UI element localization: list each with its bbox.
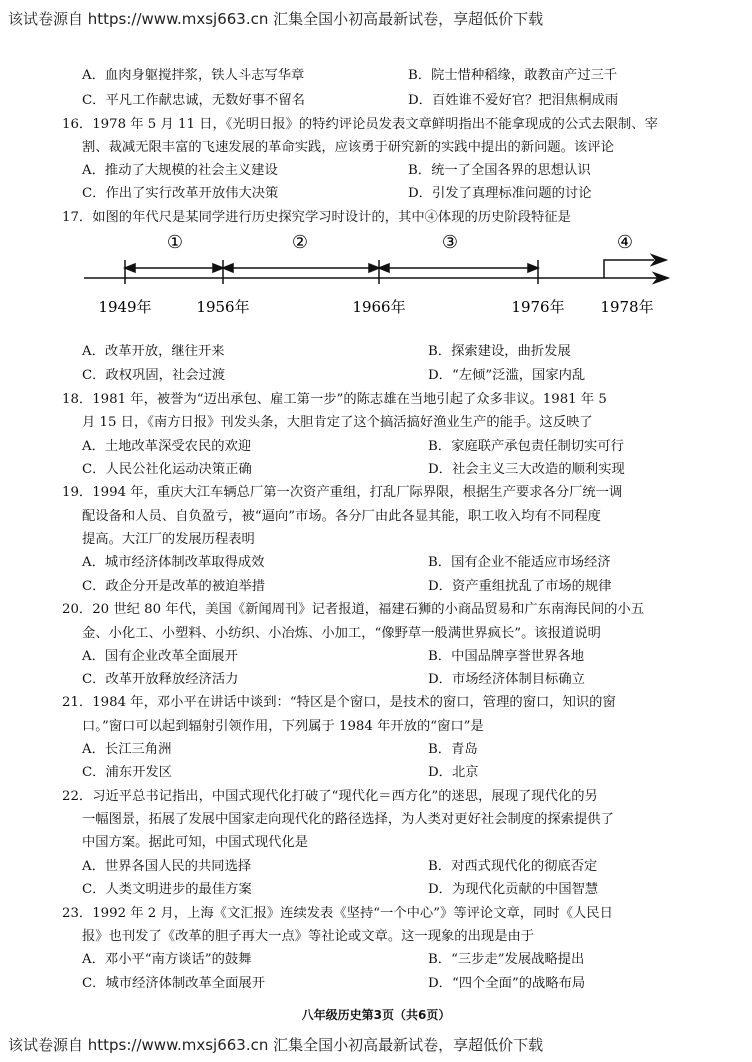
q19-option-c: C．政企分开是改革的被迫举措 [82,579,266,594]
q21-option-d: D．北京 [428,765,479,780]
source-header: 该试卷源自 https://www.mxsj663.cn 汇集全国小初高最新试卷，享超低价下载 [8,10,544,28]
page-number: 八年级历史第3页（共6页） [301,1008,451,1022]
q23-option-d: D．“四个全面”的战略布局 [428,976,586,991]
q21-stem-line2: 口。”窗口可以起到辐射引领作用，下列属于 1984 年开放的“窗口”是 [82,719,484,734]
q15-option-d: D．百姓谁不爱好官？把泪焦桐成雨 [408,93,619,108]
q22-stem-line2: 一幅图景，拓展了发展中国家走向现代化的路径选择，为人类对更好社会制度的探索提供了 [82,812,614,827]
q19-stem-line2: 配设备和人员、自负盈亏，被“逼向”市场。各分厂由此各显其能，职工收入均有不同程度 [82,509,601,524]
q22-stem-line3: 中国方案。据此可知，中国式现代化是 [82,835,309,850]
q16-stem-line1: 16．1978 年 5 月 11 日，《光明日报》的特约评论员发表文章鲜明指出不能拿现成的公式去限制、宰 [62,117,658,132]
q22-stem-line1: 22．习近平总书记指出，中国式现代化打破了“现代化＝西方化”的迷思，展现了现代化的另 [62,789,598,804]
q16-option-c: C．作出了实行改革开放伟大决策 [82,186,279,201]
q17-option-a: A．改革开放，继往开来 [82,344,225,359]
year-1976: 1976年 [511,298,565,316]
q23-option-c: C．城市经济体制改革全面展开 [82,976,266,991]
timeline-ticks [125,260,538,284]
q16-option-b: B．统一了全国各界的思想认识 [408,163,591,178]
q22-option-b: B．对西式现代化的彻底否定 [428,859,598,874]
timeline-marker-4: ④ [616,232,634,253]
q16-stem-line2: 割、裁减无限丰富的飞速发展的革命实践，应该勇于研究新的实践中提出的新问题。该评论 [82,140,614,155]
timeline-marker-2: ② [291,232,309,253]
q18-option-c: C．人民公社化运动决策正确 [82,462,252,477]
q19-stem-line3: 提高。大江厂的发展历程表明 [82,532,255,547]
q20-option-b: B．中国品牌享誉世界各地 [428,649,585,664]
q20-option-d: D．市场经济体制目标确立 [428,672,585,687]
period-1-arrow [125,264,223,272]
q19-option-a: A．城市经济体制改革取得成效 [82,555,265,570]
q17-option-d: D．“左倾”泛滥，国家内乱 [428,368,586,383]
q22-option-c: C．人类文明进步的最佳方案 [82,882,252,897]
timeline-axis [84,273,668,283]
q21-option-b: B．青岛 [428,742,478,757]
q20-stem-line2: 金、小化工、小塑料、小纺织、小冶炼、小加工，“像野草一般满世界疯长”。该报道说明 [82,626,601,641]
q15-option-a: A．血肉身躯搅拌浆，铁人斗志写华章 [82,68,305,83]
q19-stem-line1: 19．1994 年，重庆大江车辆总厂第一次资产重组，打乱厂际界限，根据生产要求各分厂统一调 [62,485,623,500]
year-1956: 1956年 [196,298,250,316]
timeline-marker-1: ① [166,232,184,253]
q16-option-d: D．引发了真理标准问题的讨论 [408,186,592,201]
period-2-arrow [223,264,379,272]
q18-option-b: B．家庭联产承包责任制切实可行 [428,439,624,454]
q17-option-b: B．探索建设，曲折发展 [428,344,571,359]
q21-option-a: A．长江三角洲 [82,742,172,757]
q21-option-c: C．浦东开发区 [82,765,172,780]
q20-option-c: C．改革开放释放经济活力 [82,672,239,687]
q23-option-a: A．邓小平“南方谈话”的鼓舞 [82,952,252,967]
q16-option-a: A．推动了大规模的社会主义建设 [82,163,278,178]
q20-option-a: A．国有企业改革全面展开 [82,649,238,664]
q18-stem-line2: 月 15 日，《南方日报》刊发头条，大胆肯定了这个搞活搞好渔业生产的能手。这反映了 [82,415,593,430]
q19-option-d: D．资产重组扰乱了市场的规律 [428,579,612,594]
q15-option-c: C．平凡工作献忠诚，无数好事不留名 [82,93,305,108]
q23-stem-line2: 报》也刊发了《改革的胆子再大一点》等社论或文章。这一现象的出现是由于 [82,929,535,944]
q23-option-b: B．“三步走”发展战略提出 [428,952,585,967]
q18-option-a: A．土地改革深受农民的欢迎 [82,439,252,454]
timeline-marker-3: ③ [441,232,459,253]
q23-stem-line1: 23．1992 年 2 月，上海《文汇报》连续发表《坚持“一个中心”》等评论文章，同时《人民日 [62,906,613,921]
q15-option-b: B．院士惜种稻缘，敢教亩产过三千 [408,68,618,83]
timeline-figure [62,230,674,325]
period-3-arrow [379,264,538,272]
q18-option-d: D．社会主义三大改造的顺利实现 [428,462,625,477]
year-1966: 1966年 [352,298,406,316]
year-1949: 1949年 [98,298,152,316]
q19-option-b: B．国有企业不能适应市场经济 [428,555,611,570]
q17-option-c: C．政权巩固，社会过渡 [82,368,226,383]
q22-option-d: D．为现代化贡献的中国智慧 [428,882,599,897]
year-1978: 1978年 [600,298,654,316]
q17-stem: 17．如图的年代尺是某同学进行历史探究学习时设计的，其中④体现的历史阶段特征是 [62,210,571,225]
q20-stem-line1: 20．20 世纪 80 年代，美国《新闻周刊》记者报道，福建石狮的小商品贸易和广东南海民间的小五 [62,602,645,617]
q21-stem-line1: 21．1984 年，邓小平在讲话中谈到：“特区是个窗口，是技术的窗口，管理的窗口，知识的窗 [62,695,616,710]
q18-stem-line1: 18．1981 年，被誉为“迈出承包、雇工第一步”的陈志雄在当地引起了众多非议。1981 年 5 [62,392,607,407]
source-footer: 该试卷源自 https://www.mxsj663.cn 汇集全国小初高最新试卷，享超低价下载 [8,1036,544,1054]
q22-option-a: A．世界各国人民的共同选择 [82,859,252,874]
